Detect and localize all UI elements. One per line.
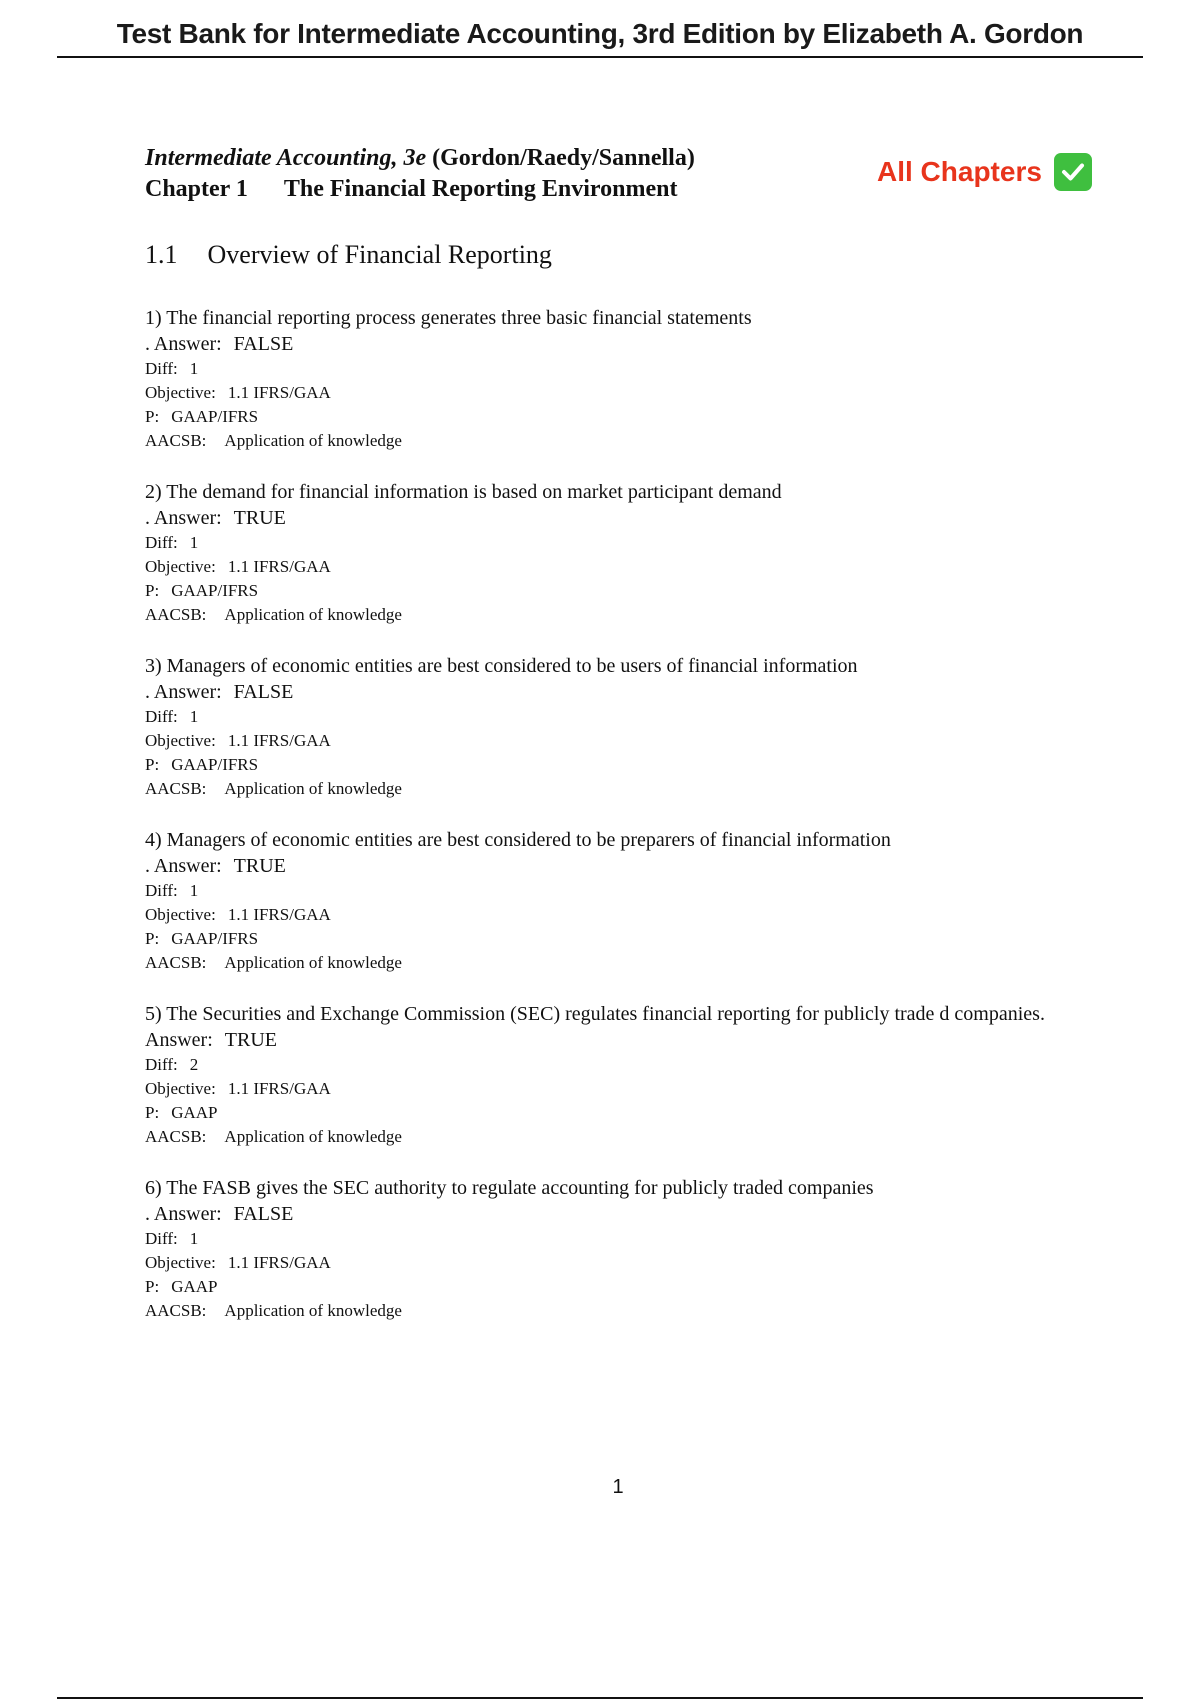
question-item <box>145 827 1045 975</box>
question-answer <box>145 331 1045 357</box>
diff-value: 1 <box>189 359 199 378</box>
answer-prefix: . <box>145 507 154 529</box>
aacsb-label: AACSB: <box>145 953 207 972</box>
question-text: 4) Managers of economic entities are best considered to be preparers of financial information <box>145 829 891 851</box>
objective-value: 1.1 IFRS/GAA <box>227 383 331 402</box>
question-text: 1) The financial reporting process generates three basic financial statements <box>145 307 752 329</box>
question-diff <box>145 1227 1045 1251</box>
section-heading <box>145 240 552 270</box>
objective-label: Objective: <box>145 383 216 402</box>
question-item <box>145 1001 1045 1149</box>
question-text: 6) The FASB gives the SEC authority to regulate accounting for publicly traded companies <box>145 1177 874 1199</box>
answer-value: FALSE <box>233 1203 294 1225</box>
objective-label: Objective: <box>145 1079 216 1098</box>
diff-label: Diff: <box>145 359 178 378</box>
aacsb-value: Application of knowledge <box>224 1127 402 1146</box>
answer-label: Answer: <box>145 1029 213 1051</box>
page-number: 1 <box>612 1476 624 1498</box>
question-p <box>145 579 1045 603</box>
objective-label: Objective: <box>145 731 216 750</box>
answer-prefix: . <box>145 1203 154 1225</box>
aacsb-value: Application of knowledge <box>224 779 402 798</box>
question-objective <box>145 555 1045 579</box>
diff-value: 1 <box>189 533 199 552</box>
question-objective <box>145 903 1045 927</box>
question-objective <box>145 381 1045 405</box>
objective-label: Objective: <box>145 905 216 924</box>
diff-value: 1 <box>189 881 199 900</box>
p-label: P: <box>145 581 160 600</box>
question-item <box>145 653 1045 801</box>
question-answer <box>145 505 1045 531</box>
book-title-italic: Intermediate Accounting, 3e <box>145 145 427 171</box>
objective-value: 1.1 IFRS/GAA <box>227 1253 331 1272</box>
answer-value: FALSE <box>233 681 294 703</box>
question-aacsb <box>145 951 1045 975</box>
answer-prefix: . <box>145 681 154 703</box>
question-objective <box>145 729 1045 753</box>
p-value: GAAP/IFRS <box>171 581 259 600</box>
book-authors: (Gordon/Raedy/Sannella) <box>432 145 695 171</box>
question-p <box>145 1101 1045 1125</box>
question-diff <box>145 357 1045 381</box>
aacsb-value: Application of knowledge <box>224 1301 402 1320</box>
objective-value: 1.1 IFRS/GAA <box>227 557 331 576</box>
section-number: 1.1 <box>145 240 178 269</box>
p-value: GAAP <box>171 1103 218 1122</box>
question-answer <box>145 1201 1045 1227</box>
question-diff <box>145 1053 1045 1077</box>
p-label: P: <box>145 755 160 774</box>
p-label: P: <box>145 407 160 426</box>
footer-divider <box>57 1697 1143 1699</box>
question-item <box>145 479 1045 627</box>
aacsb-value: Application of knowledge <box>224 605 402 624</box>
answer-value: TRUE <box>233 855 286 877</box>
p-value: GAAP/IFRS <box>171 929 259 948</box>
diff-value: 1 <box>189 707 199 726</box>
objective-value: 1.1 IFRS/GAA <box>227 905 331 924</box>
answer-value: TRUE <box>233 507 286 529</box>
answer-value: TRUE <box>224 1029 277 1051</box>
question-p <box>145 405 1045 429</box>
all-chapters-label: All Chapters <box>877 156 1042 187</box>
question-objective <box>145 1077 1045 1101</box>
p-value: GAAP/IFRS <box>171 755 259 774</box>
aacsb-label: AACSB: <box>145 605 207 624</box>
question-list <box>145 305 1045 1349</box>
objective-value: 1.1 IFRS/GAA <box>227 731 331 750</box>
answer-value: FALSE <box>233 333 294 355</box>
question-text: 3) Managers of economic entities are best considered to be users of financial information <box>145 655 858 677</box>
question-objective <box>145 1251 1045 1275</box>
question-p <box>145 753 1045 777</box>
question-aacsb <box>145 777 1045 801</box>
question-aacsb <box>145 603 1045 627</box>
answer-prefix: . <box>145 855 154 877</box>
diff-label: Diff: <box>145 1229 178 1248</box>
aacsb-label: AACSB: <box>145 1127 207 1146</box>
question-aacsb <box>145 1125 1045 1149</box>
header-divider <box>57 56 1143 58</box>
question-diff <box>145 705 1045 729</box>
question-text: 5) The Securities and Exchange Commission (SEC) regulates financial reporting for publicly trade d companies. <box>145 1003 1045 1025</box>
diff-value: 1 <box>189 1229 199 1248</box>
p-label: P: <box>145 1277 160 1296</box>
question-diff <box>145 531 1045 555</box>
check-mark-icon <box>1054 153 1092 191</box>
objective-label: Objective: <box>145 1253 216 1272</box>
aacsb-label: AACSB: <box>145 431 207 450</box>
answer-prefix: . <box>145 333 154 355</box>
section-name: Overview of Financial Reporting <box>207 240 552 269</box>
answer-label: Answer: <box>153 333 222 355</box>
answer-label: Answer: <box>153 855 222 877</box>
question-diff <box>145 879 1045 903</box>
question-p <box>145 927 1045 951</box>
chapter-label: Chapter 1 <box>145 176 248 202</box>
aacsb-label: AACSB: <box>145 1301 207 1320</box>
aacsb-label: AACSB: <box>145 779 207 798</box>
aacsb-value: Application of knowledge <box>224 953 402 972</box>
objective-label: Objective: <box>145 557 216 576</box>
diff-value: 2 <box>189 1055 199 1074</box>
p-label: P: <box>145 929 160 948</box>
objective-value: 1.1 IFRS/GAA <box>227 1079 331 1098</box>
answer-label: Answer: <box>153 681 222 703</box>
question-item <box>145 1175 1045 1323</box>
book-title <box>145 145 695 172</box>
all-chapters-badge <box>877 153 1092 191</box>
diff-label: Diff: <box>145 1055 178 1074</box>
question-text: 2) The demand for financial information is based on market participant demand <box>145 481 782 503</box>
question-answer <box>145 679 1045 705</box>
page-header-title: Test Bank for Intermediate Accounting, 3rd Edition by Elizabeth A. Gordon <box>116 18 1084 49</box>
question-aacsb <box>145 1299 1045 1323</box>
question-item <box>145 305 1045 453</box>
question-p <box>145 1275 1045 1299</box>
diff-label: Diff: <box>145 533 178 552</box>
chapter-heading <box>145 176 677 203</box>
question-answer <box>145 1027 1045 1053</box>
p-value: GAAP/IFRS <box>171 407 259 426</box>
aacsb-value: Application of knowledge <box>224 431 402 450</box>
answer-label: Answer: <box>153 507 222 529</box>
answer-label: Answer: <box>153 1203 222 1225</box>
question-answer <box>145 853 1045 879</box>
p-label: P: <box>145 1103 160 1122</box>
question-aacsb <box>145 429 1045 453</box>
diff-label: Diff: <box>145 707 178 726</box>
p-value: GAAP <box>171 1277 218 1296</box>
chapter-name: The Financial Reporting Environment <box>283 176 678 202</box>
diff-label: Diff: <box>145 881 178 900</box>
